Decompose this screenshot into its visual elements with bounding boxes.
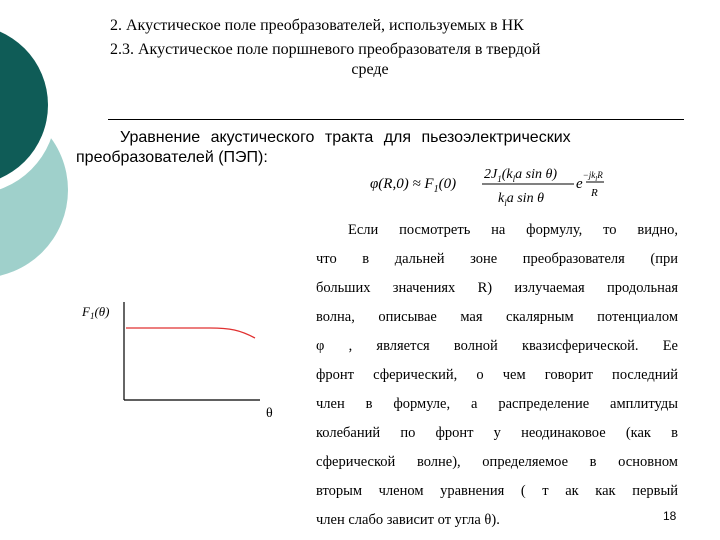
formula-exp-base: e xyxy=(576,176,583,192)
formula-exp-power-rest: R xyxy=(597,170,603,180)
body-line: член слабо зависит от угла θ). xyxy=(316,512,500,528)
svg-text:φ(R,0) ≈ F1(0) xyxy=(370,176,456,195)
svg-text:e−jklR xyxy=(576,170,603,192)
body-line: колебаний по фронт у неодинаковое (как в xyxy=(316,425,678,441)
graph-curve xyxy=(126,328,255,338)
formula-exp-power: −jk xyxy=(582,170,596,180)
page-number: 18 xyxy=(663,509,677,523)
acoustic-path-formula xyxy=(370,160,610,208)
body-line: φ , является волной квазисферической. Ее xyxy=(316,338,678,354)
header-line-3: среде xyxy=(351,61,389,78)
formula-rden: R xyxy=(591,187,598,199)
slide-header xyxy=(110,16,650,80)
formula-exp-power-sub: l xyxy=(595,175,598,183)
formula-lhs: φ(R,0) ≈ F xyxy=(370,176,434,192)
graph-ylabel: $F_1(\theta)$ xyxy=(82,304,110,321)
formula-den-rest: a sin θ xyxy=(506,191,544,206)
intro-line-1: Уравнение акустического тракта для пьезоэлектрических xyxy=(120,129,571,146)
graph-xlabel: θ xyxy=(266,406,273,421)
header-line-1: 2. Акустическое поле преобразователей, используемых в НК xyxy=(110,17,524,34)
header-line-2: 2.3. Акустическое поле поршневого преобразователя в твердой xyxy=(110,41,541,58)
body-line: что в дальней зоне преобразователя (при xyxy=(316,251,678,267)
svg-text:2J1(kla sin θ) xyxy=(484,167,557,184)
svg-text:kla sin θ xyxy=(498,191,544,208)
explanation-paragraph xyxy=(316,216,678,535)
formula-den: k xyxy=(498,191,505,206)
formula-num-sub: 1 xyxy=(497,174,502,184)
intro-line-2: преобразователей (ПЭП): xyxy=(76,149,268,166)
body-line: член в формуле, а распределение амплитуды xyxy=(316,396,678,412)
formula-num-arg: (k xyxy=(501,167,513,182)
header-divider xyxy=(108,119,684,120)
body-line: волна, описывае мая скалярным потенциалом xyxy=(316,309,678,325)
body-line: больших значениях R) излучаемая продольная xyxy=(316,280,678,296)
formula-num-arg-rest: a sin θ) xyxy=(515,167,558,182)
formula-lhs-sub: 1 xyxy=(433,184,439,195)
body-line: вторым членом уравнения ( т ак как первый xyxy=(316,483,678,499)
formula-num: 2J xyxy=(484,167,498,182)
body-line: сферической волне), определяемое в основном xyxy=(316,454,678,470)
body-line: Если посмотреть на формулу, то видно, xyxy=(348,222,678,238)
body-line: фронт сферический, о чем говорит последний xyxy=(316,367,678,383)
formula-lhs-arg: (0) xyxy=(438,176,457,192)
formula-num-arg-sub: l xyxy=(512,174,516,184)
amplitude-graph xyxy=(70,290,290,430)
formula-den-sub: l xyxy=(504,198,507,208)
